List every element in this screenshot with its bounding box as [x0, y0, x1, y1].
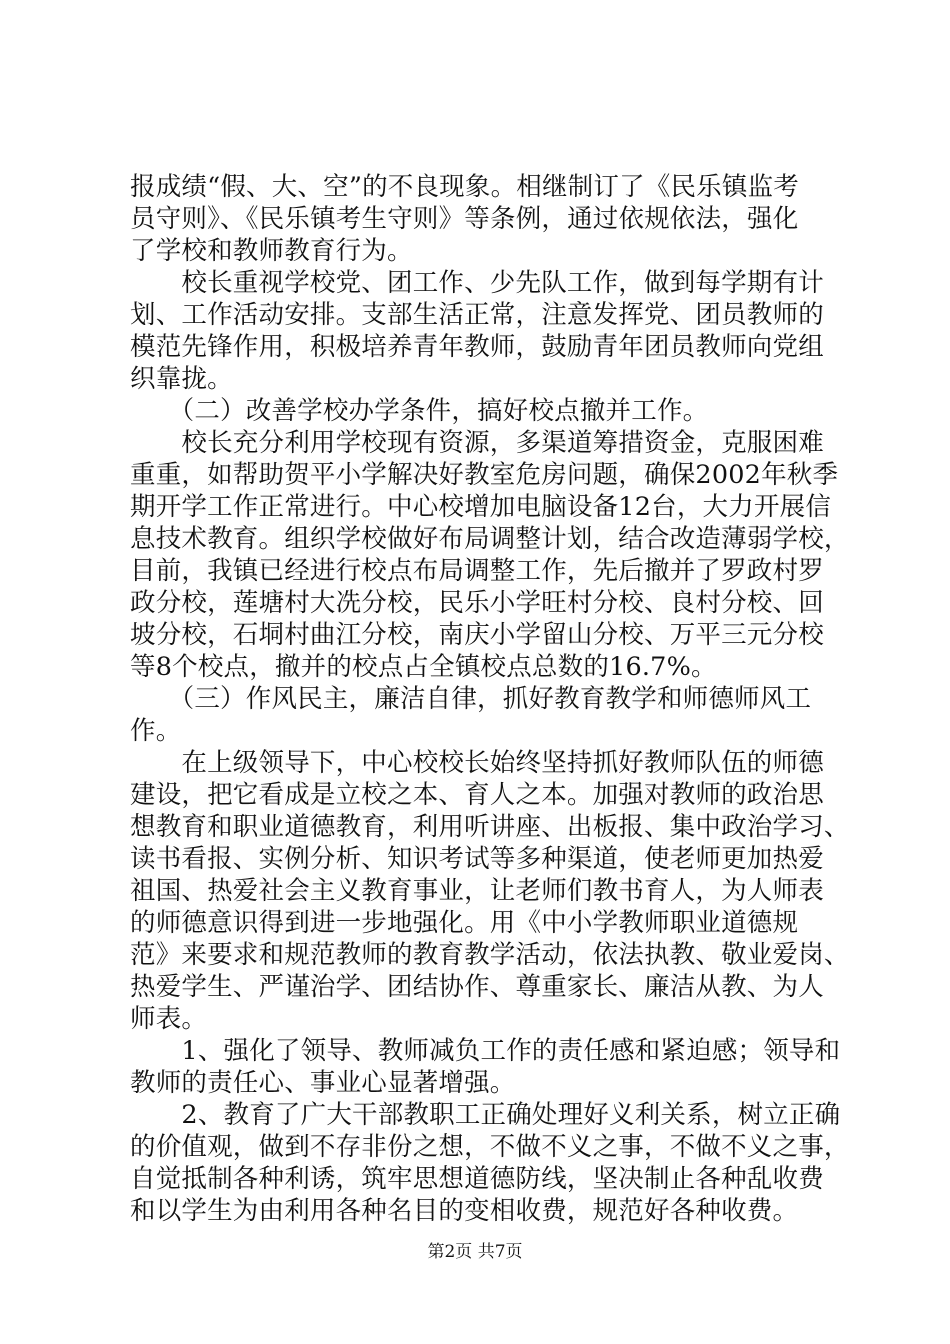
body-text-line: 重重，如帮助贺平小学解决好教室危房问题，确保2002年秋季 [130, 460, 839, 490]
body-text-line: 政分校，莲塘村大冼分校，民乐小学旺村分校、良村分校、回 [130, 588, 824, 618]
body-text-line: 坡分校，石垌村曲江分校，南庆小学留山分校、万平三元分校 [130, 620, 824, 650]
body-text-line: 员守则》、《民乐镇考生守则》等条例，通过依规依法，强化 [130, 204, 799, 234]
body-text-line: 读书看报、实例分析、知识考试等多种渠道，使老师更加热爱 [130, 844, 824, 874]
body-text-line: 范》来要求和规范教师的教育教学活动，依法执教、敬业爱岗、 [130, 940, 850, 970]
body-text-line: 热爱学生、严谨治学、团结协作、尊重家长、廉洁从教、为人 [130, 972, 824, 1002]
body-text-line: 祖国、热爱社会主义教育事业，让老师们教书育人，为人师表 [130, 876, 824, 906]
section-heading: 作。 [130, 716, 182, 746]
body-text-line: 织靠拢。 [130, 364, 233, 394]
page-number-footer: 第2页 共7页 [427, 1242, 523, 1262]
body-text-line: 自觉抵制各种利诱，筑牢思想道德防线，坚决制止各种乱收费 [130, 1164, 824, 1194]
body-text-line: 目前，我镇已经进行校点布局调整工作，先后撤并了罗政村罗 [130, 556, 824, 586]
body-text-line: 2、教育了广大干部教职工正确处理好义利关系，树立正确 [130, 1100, 841, 1130]
body-text-line: 1、强化了领导、教师减负工作的责任感和紧迫感；领导和 [130, 1036, 841, 1066]
body-text-line: 校长重视学校党、团工作、少先队工作，做到每学期有计 [130, 268, 824, 298]
body-text-line: 校长充分利用学校现有资源，多渠道筹措资金，克服困难 [130, 428, 824, 458]
body-text-line: 划、工作活动安排。支部生活正常，注意发挥党、团员教师的 [130, 300, 824, 330]
body-text-line: 在上级领导下，中心校校长始终坚持抓好教师队伍的师德 [130, 748, 824, 778]
body-text-line: 想教育和职业道德教育，利用听讲座、出板报、集中政治学习、 [130, 812, 850, 842]
body-text-line: 和以学生为由利用各种名目的变相收费，规范好各种收费。 [130, 1196, 799, 1226]
body-text-line: 的价值观，做到不存非份之想，不做不义之事，不做不义之事， [130, 1132, 850, 1162]
body-text-line: 教师的责任心、事业心显著增强。 [130, 1068, 516, 1098]
body-text-line: 了学校和教师教育行为。 [130, 236, 413, 266]
body-text-line: 师表。 [130, 1004, 208, 1034]
section-heading: （三）作风民主，廉洁自律，抓好教育教学和师德师风工 [130, 684, 812, 714]
body-text-line: 模范先锋作用，积极培养青年教师，鼓励青年团员教师向党组 [130, 332, 824, 362]
body-text-line: 等8个校点，撤并的校点占全镇校点总数的16.7%。 [130, 652, 717, 682]
body-text-line: 的师德意识得到进一步地强化。用《中小学教师职业道德规 [130, 908, 799, 938]
body-text-line: 报成绩“假、大、空”的不良现象。相继制订了《民乐镇监考 [130, 172, 799, 202]
body-text-line: 建设，把它看成是立校之本、育人之本。加强对教师的政治思 [130, 780, 824, 810]
body-text-line: 息技术教育。组织学校做好布局调整计划，结合改造薄弱学校， [130, 524, 850, 554]
body-text-line: 期开学工作正常进行。中心校增加电脑设备12台，大力开展信 [130, 492, 832, 522]
section-heading: （二）改善学校办学条件，搞好校点撤并工作。 [130, 396, 709, 426]
